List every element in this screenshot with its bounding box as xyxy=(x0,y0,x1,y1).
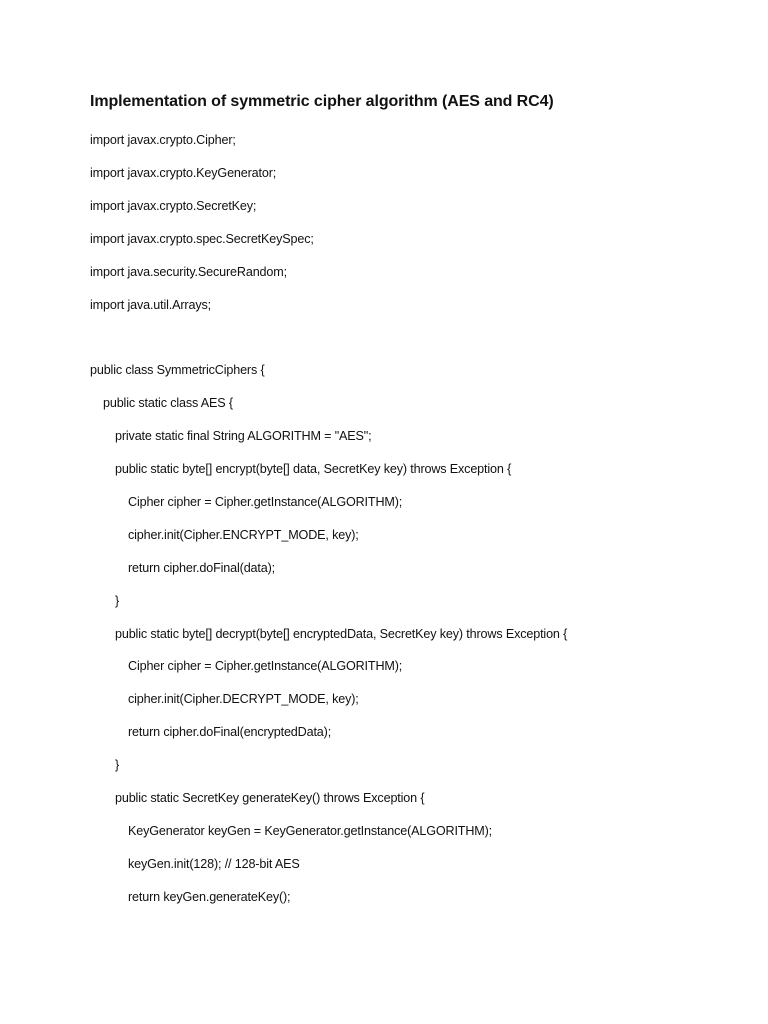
code-line: return keyGen.generateKey(); xyxy=(128,890,291,904)
code-line: private static final String ALGORITHM = "AES"; xyxy=(115,429,372,443)
code-line: import javax.crypto.SecretKey; xyxy=(90,199,257,213)
code-line: public static byte[] encrypt(byte[] data, SecretKey key) throws Exception { xyxy=(115,462,512,476)
code-line: cipher.init(Cipher.ENCRYPT_MODE, key); xyxy=(128,528,359,542)
code-line: public static class AES { xyxy=(103,396,233,410)
code-line: public class SymmetricCiphers { xyxy=(90,363,265,377)
code-line: KeyGenerator keyGen = KeyGenerator.getInstance(ALGORITHM); xyxy=(128,824,493,838)
code-line: import javax.crypto.spec.SecretKeySpec; xyxy=(90,232,314,246)
code-line: return cipher.doFinal(data); xyxy=(128,561,276,575)
code-line: public static SecretKey generateKey() throws Exception { xyxy=(115,791,425,805)
code-line: import javax.crypto.KeyGenerator; xyxy=(90,166,277,180)
code-line: import java.security.SecureRandom; xyxy=(90,265,287,279)
code-line: return cipher.doFinal(encryptedData); xyxy=(128,725,332,739)
code-line: Cipher cipher = Cipher.getInstance(ALGORITHM); xyxy=(128,495,403,509)
document-title: Implementation of symmetric cipher algorithm (AES and RC4) xyxy=(90,93,554,110)
code-line: import java.util.Arrays; xyxy=(90,298,211,312)
code-line: cipher.init(Cipher.DECRYPT_MODE, key); xyxy=(128,692,359,706)
code-line: public static byte[] decrypt(byte[] encryptedData, SecretKey key) throws Exception { xyxy=(115,627,568,641)
code-line: keyGen.init(128); // 128-bit AES xyxy=(128,857,300,871)
code-line: } xyxy=(115,594,120,608)
code-line: import javax.crypto.Cipher; xyxy=(90,133,236,147)
code-line: Cipher cipher = Cipher.getInstance(ALGORITHM); xyxy=(128,659,403,673)
code-line: } xyxy=(115,758,120,772)
